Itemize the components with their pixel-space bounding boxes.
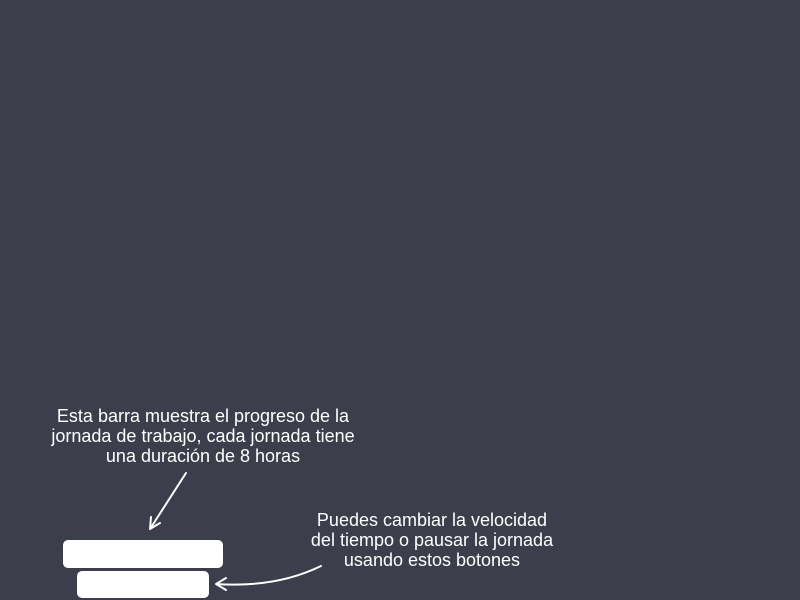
progress-note-line: jornada de trabajo, cada jornada tiene [51,426,355,446]
progress-arrow-icon [150,473,186,529]
speed-note-line: usando estos botones [343,550,521,570]
progress-note-line: Esta barra muestra el progreso de la [56,406,350,426]
time-controls-tutorial-text [282,510,582,570]
time-speed-controls[interactable] [77,571,209,598]
progress-note-line: una duración de 8 horas [105,446,301,466]
progress-bar-tutorial-text [20,406,386,466]
workday-progress-bar [63,540,223,568]
speed-note-line: del tiempo o pausar la jornada [310,530,554,550]
speed-note-line: Puedes cambiar la velocidad [316,510,548,530]
